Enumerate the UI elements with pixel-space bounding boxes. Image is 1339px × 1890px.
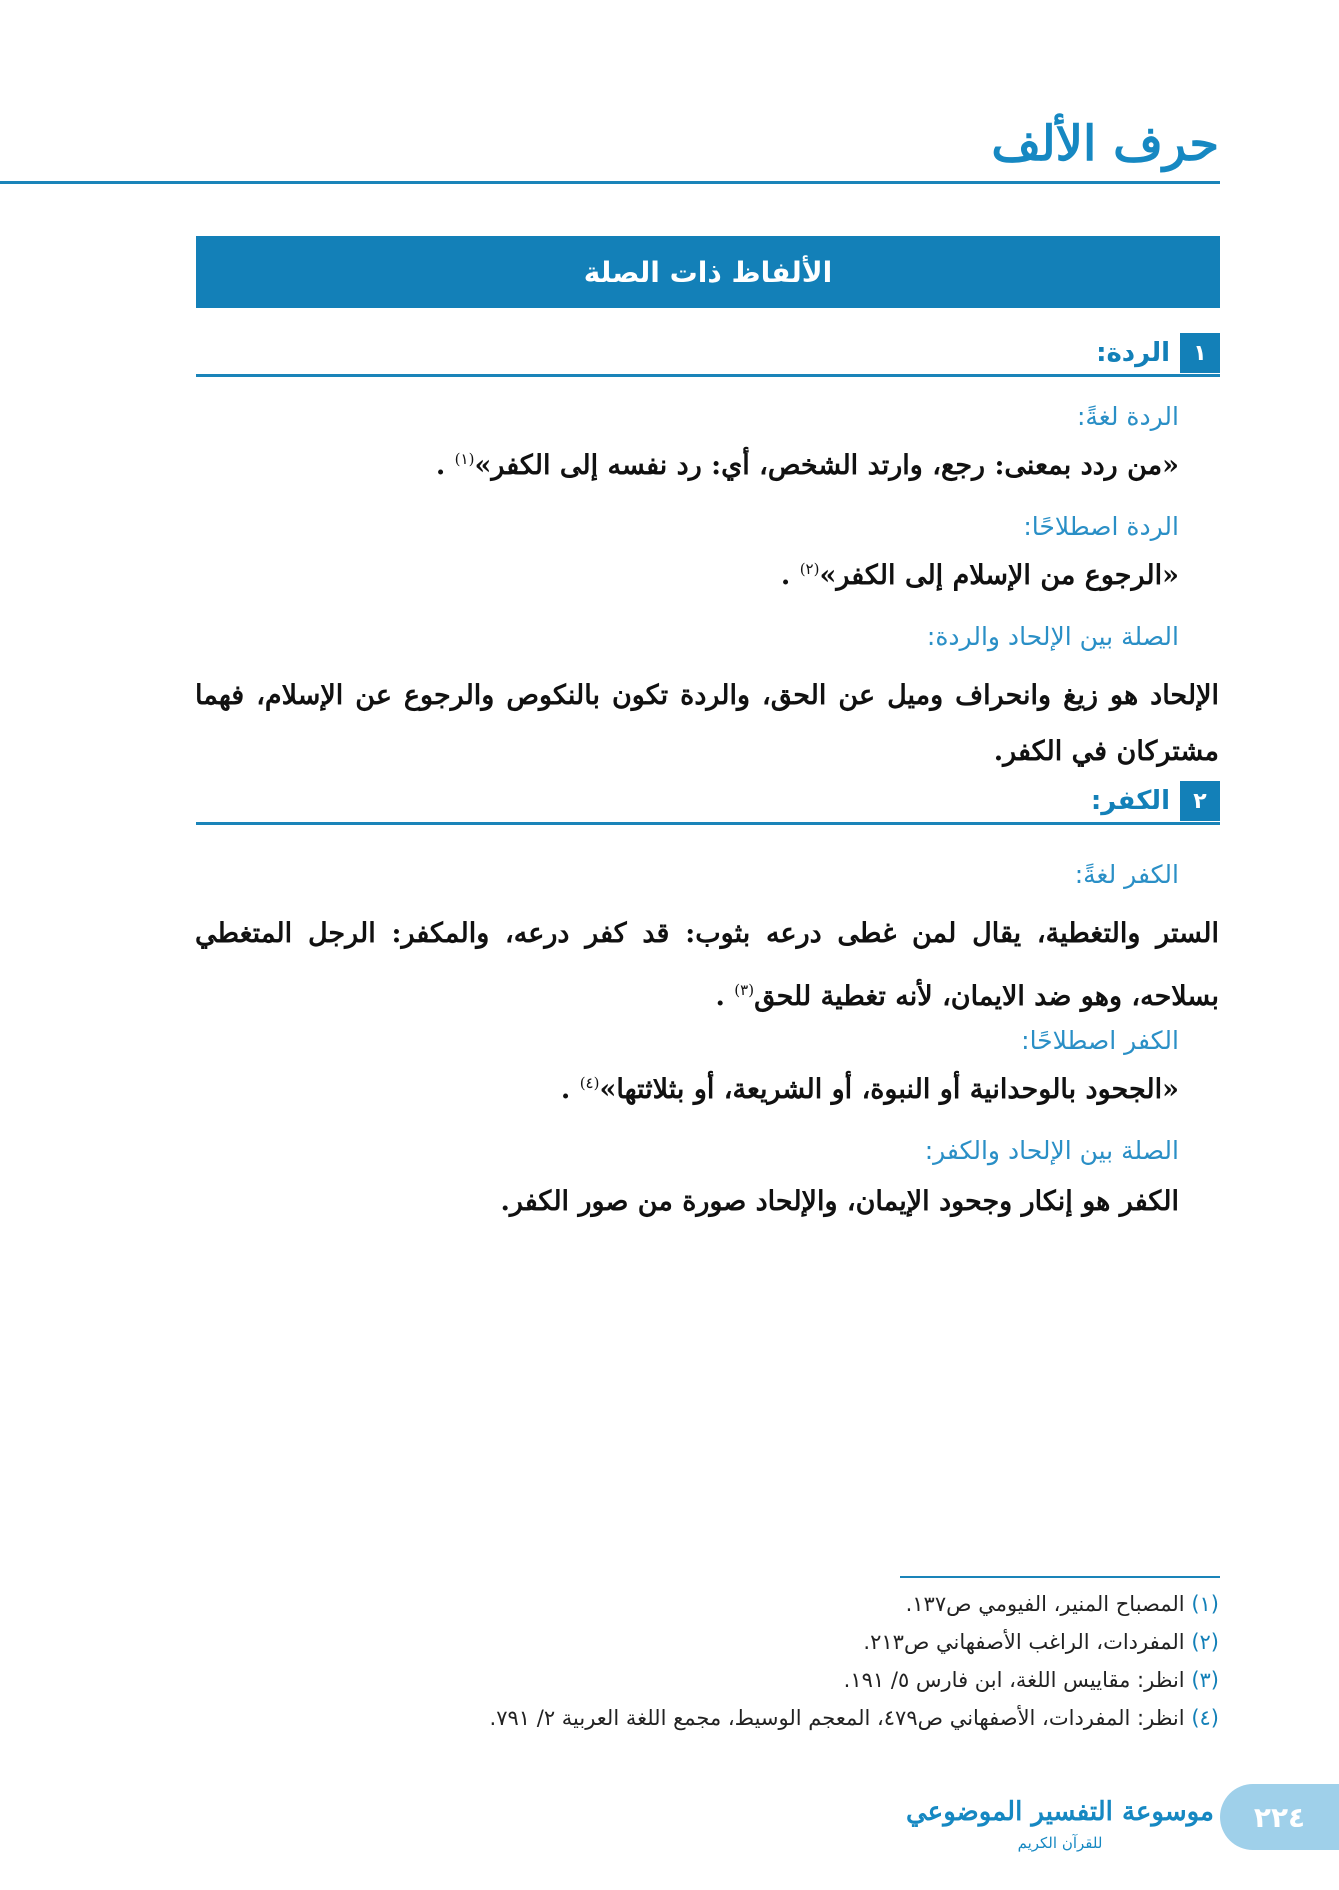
- block-heading: الصلة بين الإلحاد والردة:: [926, 622, 1179, 651]
- series-title: موسوعة التفسير الموضوعي: [906, 1797, 1214, 1827]
- series-logo: [906, 1780, 1214, 1860]
- header-rule: [0, 181, 1220, 184]
- footnote: (٤) انظر: المفردات، الأصفهاني ص٤٧٩، المعجم الوسيط، مجمع اللغة العربية ٢/ ٧٩١.: [489, 1706, 1219, 1730]
- block-heading: الردة لغةً:: [1076, 402, 1179, 431]
- series-subtitle: للقرآن الكريم: [1017, 1834, 1103, 1852]
- subsection-header-ridda: [196, 332, 1220, 377]
- footnote: (٢) المفردات، الراغب الأصفهاني ص٢١٣.: [863, 1630, 1219, 1654]
- page-number: ٢٢٤: [1253, 1800, 1306, 1834]
- running-title: حرف الألف: [991, 116, 1219, 172]
- footnote-ref: (١): [454, 450, 475, 468]
- footnote-rule: [900, 1576, 1220, 1578]
- footnote-ref: (٣): [734, 981, 755, 999]
- subsection-number: ٢: [1180, 781, 1220, 821]
- section-banner: [196, 236, 1220, 308]
- subsection-title: الكفر:: [1090, 786, 1170, 816]
- block-text: «الجحود بالوحدانية أو النبوة، أو الشريعة، أو بثلاثتها»$^{(٤)}$ .: [560, 1074, 1179, 1105]
- footnote: (٣) انظر: مقاييس اللغة، ابن فارس ٥/ ١٩١.: [843, 1668, 1219, 1692]
- footnote-ref: (٤): [579, 1074, 600, 1092]
- block-heading: الصلة بين الإلحاد والكفر:: [924, 1136, 1179, 1165]
- subsection-title: الردة:: [1096, 338, 1170, 368]
- footnote: (١) المصباح المنير، الفيومي ص١٣٧.: [905, 1592, 1219, 1616]
- subsection-header-kufr: [196, 780, 1220, 825]
- section-title: الألفاظ ذات الصلة: [583, 255, 833, 289]
- block-text: «الرجوع من الإسلام إلى الكفر»$^{(٢)}$ .: [780, 560, 1179, 591]
- block-text: الإلحاد هو زيغ وانحراف وميل عن الحق، والردة تكون بالنكوص والرجوع عن الإسلام، فهما مشتركان في الكفر.: [195, 680, 1219, 767]
- block-heading: الردة اصطلاحًا:: [1023, 512, 1179, 541]
- block-text: «من ردد بمعنى: رجع، وارتد الشخص، أي: رد نفسه إلى الكفر»$^{(١)}$ .: [435, 450, 1179, 481]
- page-number-tab: [1220, 1784, 1339, 1850]
- block-text: الكفر هو إنكار وجحود الإيمان، والإلحاد صورة من صور الكفر.: [500, 1186, 1179, 1217]
- block-text: الستر والتغطية، يقال لمن غطى درعه بثوب: قد كفر درعه، والمكفر: الرجل المتغطي بسلاحه، وهو ضد الايمان، لأنه تغطية للحق$^{(٣)}$ .: [195, 918, 1219, 1012]
- block-heading: الكفر اصطلاحًا:: [1021, 1026, 1179, 1055]
- block-heading: الكفر لغةً:: [1074, 860, 1179, 889]
- footnote-ref: (٢): [799, 560, 820, 578]
- subsection-number: ١: [1180, 333, 1220, 373]
